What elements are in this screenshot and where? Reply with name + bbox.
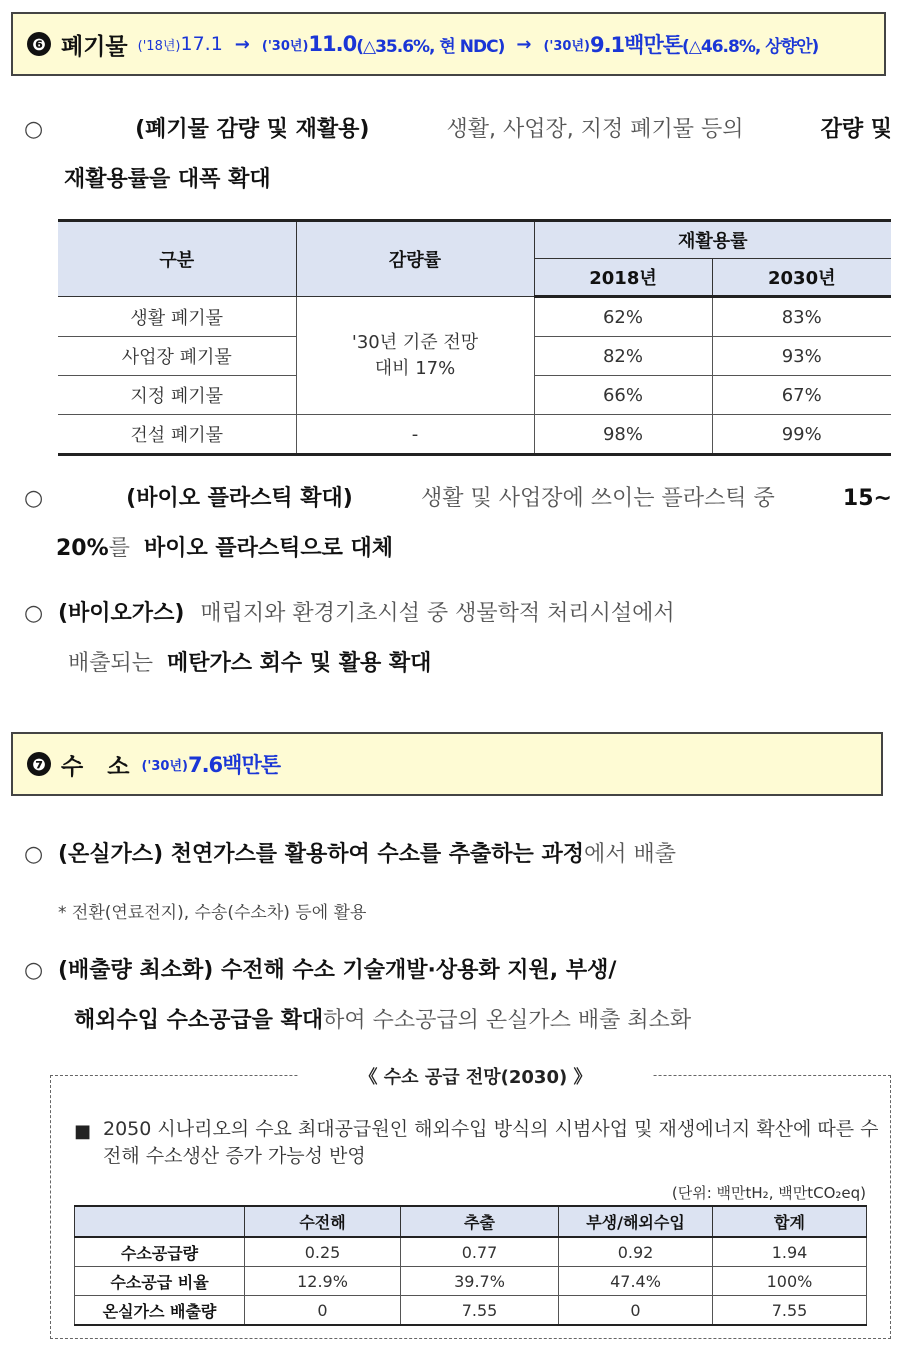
header-reduction: 감량률 bbox=[296, 221, 534, 297]
row-label: 수소공급 비율 bbox=[75, 1267, 245, 1296]
value-2018: 98% bbox=[534, 415, 712, 455]
table-row bbox=[75, 1267, 867, 1296]
cell-value: 7.55 bbox=[401, 1296, 559, 1326]
paragraph-text: 생활, 사업장, 지정 폐기물 등의 bbox=[446, 117, 744, 142]
base-year: ('18년) bbox=[137, 38, 181, 54]
paragraph-bold-text: 메탄가스 회수 및 활용 확대 bbox=[167, 651, 432, 676]
header-year-2030: 2030년 bbox=[712, 259, 891, 297]
cell-value: 0 bbox=[559, 1296, 713, 1326]
reduction-value: - bbox=[296, 415, 534, 455]
footnote: * 전환(연료전지), 수송(수소차) 등에 활용 bbox=[58, 903, 367, 923]
waste-reduction-paragraph bbox=[24, 105, 892, 205]
paragraph-bold-text: 바이오 플라스틱으로 대체 bbox=[143, 536, 394, 561]
emission-minimization-paragraph bbox=[24, 946, 892, 1046]
cell-value: 12.9% bbox=[245, 1267, 401, 1296]
header-category: 구분 bbox=[58, 221, 296, 297]
target-note: (△46.8%, 상향안) bbox=[682, 36, 819, 57]
ndc-note: (△35.6%, 현 NDC) bbox=[356, 36, 505, 57]
row-category: 생활 폐기물 bbox=[58, 297, 296, 337]
cell-value: 1.94 bbox=[713, 1237, 867, 1267]
arrow-icon: → bbox=[516, 33, 532, 55]
header-electrolysis: 수전해 bbox=[245, 1206, 401, 1237]
arrow-icon: → bbox=[234, 33, 250, 55]
header-empty bbox=[75, 1206, 245, 1237]
table-row bbox=[75, 1237, 867, 1267]
paragraph-text: 에서 배출 bbox=[583, 842, 676, 867]
ndc-year: ('30년) bbox=[261, 38, 309, 54]
paragraph-heading: (바이오 플라스틱 확대) bbox=[126, 486, 353, 511]
table-row bbox=[75, 1296, 867, 1326]
header-total: 합계 bbox=[713, 1206, 867, 1237]
paragraph-line bbox=[24, 105, 892, 155]
cell-value: 7.55 bbox=[713, 1296, 867, 1326]
paragraph-bold-text: 20% bbox=[56, 536, 109, 561]
value-2030: 83% bbox=[712, 297, 891, 337]
paragraph-line bbox=[24, 946, 892, 996]
waste-recycling-table bbox=[58, 219, 891, 456]
paragraph-line bbox=[24, 589, 892, 639]
cell-value: 0 bbox=[245, 1296, 401, 1326]
paragraph-bold-text: 재활용률을 대폭 확대 bbox=[64, 167, 271, 192]
value-2018: 62% bbox=[534, 297, 712, 337]
header-recycling: 재활용률 bbox=[534, 221, 891, 259]
paragraph-bold-text: 해외수입 수소공급을 확대 bbox=[74, 1008, 324, 1033]
section-title: 폐기물 bbox=[61, 33, 128, 60]
section-title: 수 소 bbox=[61, 753, 138, 780]
target-value: 7.6백만톤 bbox=[187, 753, 281, 777]
paragraph-bold-text: 15~ bbox=[842, 486, 892, 511]
paragraph-line bbox=[24, 639, 892, 689]
box-description: 2050 시나리오의 수요 최대공급원인 해외수입 방식의 시범사업 및 재생에너지 확산에 따른 수전해 수소생산 증가 가능성 반영 bbox=[103, 1118, 879, 1167]
reduction-line: '30년 기준 전망 bbox=[351, 331, 479, 353]
table-row bbox=[58, 415, 891, 455]
unit-label: (단위: 백만tH₂, 백만tCO₂eq) bbox=[671, 1184, 866, 1202]
row-label: 수소공급량 bbox=[75, 1237, 245, 1267]
reduction-line: 대비 17% bbox=[374, 357, 456, 379]
paragraph-heading: (온실가스) 천연가스를 활용하여 수소를 추출하는 과정 bbox=[58, 842, 584, 867]
paragraph-line bbox=[24, 474, 892, 524]
section-7-header bbox=[11, 732, 883, 796]
base-value: 17.1 bbox=[180, 33, 223, 55]
cell-value: 47.4% bbox=[559, 1267, 713, 1296]
paragraph-text: 매립지와 환경기초시설 중 생물학적 처리시설에서 bbox=[200, 601, 675, 626]
paragraph-heading: (바이오가스) bbox=[58, 601, 185, 626]
paragraph-line bbox=[24, 524, 892, 574]
box-title: 《 수소 공급 전망(2030) 》 bbox=[298, 1063, 653, 1089]
target-year: ('30년) bbox=[141, 758, 188, 774]
value-2030: 67% bbox=[712, 376, 891, 415]
value-2030: 99% bbox=[712, 415, 891, 455]
value-2030: 93% bbox=[712, 337, 891, 376]
bullet-icon: ○ bbox=[24, 842, 44, 867]
bullet-icon: ○ bbox=[24, 486, 44, 511]
bio-plastic-paragraph bbox=[24, 474, 892, 574]
paragraph-heading: (폐기물 감량 및 재활용) bbox=[135, 117, 370, 142]
cell-value: 0.77 bbox=[401, 1237, 559, 1267]
bullet-icon: ○ bbox=[24, 958, 44, 983]
cell-value: 100% bbox=[713, 1267, 867, 1296]
value-2018: 66% bbox=[534, 376, 712, 415]
square-bullet-icon: ■ bbox=[74, 1121, 92, 1142]
target-year: ('30년) bbox=[543, 38, 590, 54]
row-category: 사업장 폐기물 bbox=[58, 337, 296, 376]
paragraph-text: 생활 및 사업장에 쓰이는 플라스틱 중 bbox=[421, 486, 775, 511]
biogas-paragraph bbox=[24, 589, 892, 689]
ndc-value: 11.0 bbox=[308, 32, 357, 56]
row-label: 온실가스 배출량 bbox=[75, 1296, 245, 1326]
cell-value: 39.7% bbox=[401, 1267, 559, 1296]
cell-value: 0.92 bbox=[559, 1237, 713, 1267]
section-number: ❻ bbox=[27, 32, 51, 56]
paragraph-line bbox=[24, 830, 892, 880]
bullet-icon: ○ bbox=[24, 601, 44, 626]
header-byproduct-import: 부생/해외수입 bbox=[559, 1206, 713, 1237]
header-extraction: 추출 bbox=[401, 1206, 559, 1237]
hydrogen-ghg-paragraph bbox=[24, 830, 892, 880]
paragraph-line bbox=[24, 155, 892, 205]
paragraph-text: 하여 수소공급의 온실가스 배출 최소화 bbox=[323, 1008, 692, 1033]
table-row bbox=[58, 297, 891, 337]
section-number: ❼ bbox=[27, 752, 51, 776]
hydrogen-supply-table bbox=[74, 1205, 867, 1326]
row-category: 지정 폐기물 bbox=[58, 376, 296, 415]
bullet-icon: ○ bbox=[24, 117, 44, 142]
section-6-header bbox=[11, 12, 886, 76]
target-value: 9.1백만톤 bbox=[589, 33, 683, 57]
value-2018: 82% bbox=[534, 337, 712, 376]
cell-value: 0.25 bbox=[245, 1237, 401, 1267]
header-year-2018: 2018년 bbox=[534, 259, 712, 297]
merged-reduction-cell bbox=[296, 297, 534, 415]
row-category: 건설 폐기물 bbox=[58, 415, 296, 455]
paragraph-text: 를 bbox=[108, 536, 130, 561]
paragraph-heading: (배출량 최소화) 수전해 수소 기술개발·상용화 지원, 부생/ bbox=[58, 958, 617, 983]
paragraph-bold-text: 감량 및 bbox=[820, 117, 892, 142]
paragraph-text: 배출되는 bbox=[68, 651, 154, 676]
paragraph-line bbox=[24, 996, 892, 1046]
